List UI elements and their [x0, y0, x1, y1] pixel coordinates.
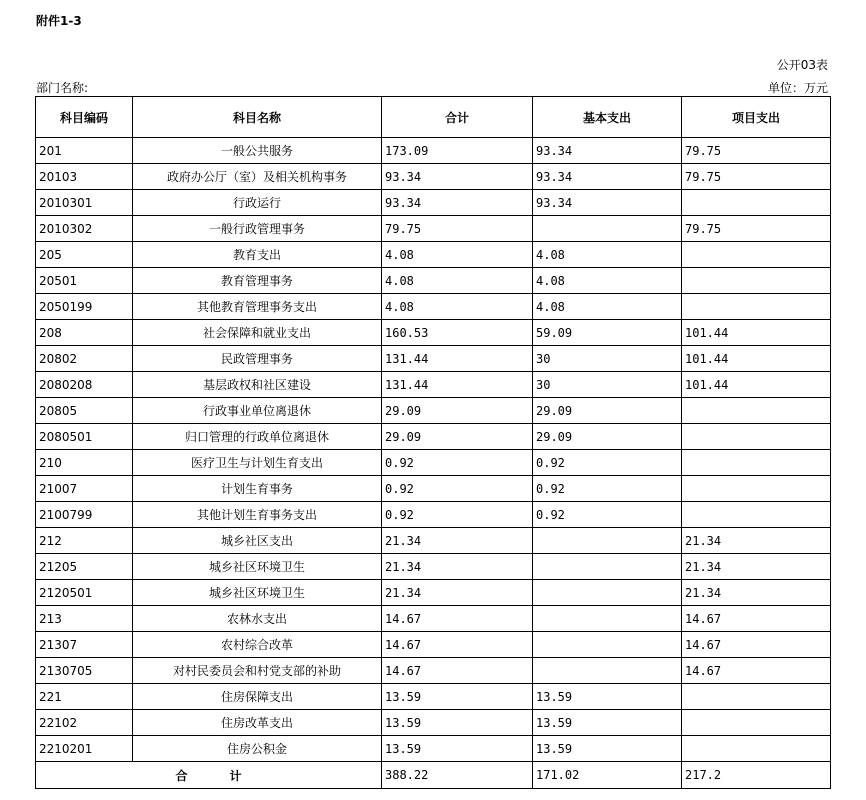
- cell-basic: [533, 632, 682, 658]
- cell-project: 21.34: [682, 554, 831, 580]
- cell-total: 14.67: [382, 658, 533, 684]
- cell-name: 对村民委员会和村党支部的补助: [133, 658, 382, 684]
- cell-code: 212: [36, 528, 133, 554]
- cell-basic: 4.08: [533, 268, 682, 294]
- cell-name: 社会保障和就业支出: [133, 320, 382, 346]
- cell-name: 行政事业单位离退休: [133, 398, 382, 424]
- unit-label: 单位：万元: [767, 81, 828, 95]
- cell-basic: 4.08: [533, 294, 682, 320]
- cell-project: [682, 476, 831, 502]
- cell-project: [682, 684, 831, 710]
- cell-basic: [533, 658, 682, 684]
- cell-basic: [533, 528, 682, 554]
- cell-code: 2050199: [36, 294, 133, 320]
- cell-total: 0.92: [382, 502, 533, 528]
- table-row: [36, 736, 831, 762]
- cell-project: 79.75: [682, 164, 831, 190]
- table-row: [36, 320, 831, 346]
- cell-code: 201: [36, 138, 133, 164]
- cell-total: 14.67: [382, 632, 533, 658]
- table-row: [36, 268, 831, 294]
- cell-name: 城乡社区支出: [133, 528, 382, 554]
- cell-basic: 13.59: [533, 736, 682, 762]
- cell-project: 79.75: [682, 138, 831, 164]
- cell-total: 21.34: [382, 554, 533, 580]
- cell-code: 20802: [36, 346, 133, 372]
- cell-code: 210: [36, 450, 133, 476]
- cell-basic: 29.09: [533, 424, 682, 450]
- cell-total: 21.34: [382, 528, 533, 554]
- cell-total: 93.34: [382, 164, 533, 190]
- table-row: [36, 294, 831, 320]
- cell-name: 行政运行: [133, 190, 382, 216]
- cell-total: 14.67: [382, 606, 533, 632]
- cell-basic: 0.92: [533, 450, 682, 476]
- cell-project: 101.44: [682, 346, 831, 372]
- cell-basic: 0.92: [533, 502, 682, 528]
- cell-project: [682, 242, 831, 268]
- attachment-label: 附件1-3: [36, 14, 82, 28]
- cell-project: 21.34: [682, 528, 831, 554]
- table-row: [36, 372, 831, 398]
- table-row: [36, 346, 831, 372]
- cell-project: [682, 294, 831, 320]
- cell-code: 21007: [36, 476, 133, 502]
- column-header-total: 合计: [382, 97, 533, 138]
- cell-name: 归口管理的行政单位离退休: [133, 424, 382, 450]
- cell-code: 2080208: [36, 372, 133, 398]
- cell-basic: 0.92: [533, 476, 682, 502]
- cell-name: 教育管理事务: [133, 268, 382, 294]
- cell-name: 住房公积金: [133, 736, 382, 762]
- table-row: [36, 190, 831, 216]
- cell-total: 4.08: [382, 294, 533, 320]
- cell-code: 2080501: [36, 424, 133, 450]
- cell-name: 计划生育事务: [133, 476, 382, 502]
- cell-code: 2130705: [36, 658, 133, 684]
- table-row: [36, 138, 831, 164]
- cell-code: 2010302: [36, 216, 133, 242]
- cell-basic: 13.59: [533, 684, 682, 710]
- table-row: [36, 398, 831, 424]
- table-row: [36, 216, 831, 242]
- cell-name: 一般公共服务: [133, 138, 382, 164]
- cell-name: 教育支出: [133, 242, 382, 268]
- cell-project: 101.44: [682, 320, 831, 346]
- cell-code: 221: [36, 684, 133, 710]
- cell-code: 21205: [36, 554, 133, 580]
- column-header-project: 项目支出: [682, 97, 831, 138]
- cell-code: 2120501: [36, 580, 133, 606]
- department-label: 部门名称:: [36, 81, 89, 95]
- total-row: [36, 762, 831, 789]
- table-row: [36, 424, 831, 450]
- cell-project: [682, 502, 831, 528]
- table-body: [36, 138, 831, 762]
- cell-total: 13.59: [382, 736, 533, 762]
- cell-project: [682, 736, 831, 762]
- cell-code: 20805: [36, 398, 133, 424]
- cell-total: 79.75: [382, 216, 533, 242]
- cell-total: 21.34: [382, 580, 533, 606]
- cell-name: 基层政权和社区建设: [133, 372, 382, 398]
- cell-basic: 30: [533, 372, 682, 398]
- cell-project: 14.67: [682, 606, 831, 632]
- cell-total: 93.34: [382, 190, 533, 216]
- cell-project: 79.75: [682, 216, 831, 242]
- table-row: [36, 554, 831, 580]
- cell-basic: [533, 580, 682, 606]
- cell-project: 14.67: [682, 658, 831, 684]
- cell-total: 0.92: [382, 450, 533, 476]
- cell-basic: 30: [533, 346, 682, 372]
- table-row: [36, 502, 831, 528]
- cell-total: 29.09: [382, 424, 533, 450]
- cell-code: 20501: [36, 268, 133, 294]
- cell-name: 住房改革支出: [133, 710, 382, 736]
- cell-total: 0.92: [382, 476, 533, 502]
- total-label-right: 计: [229, 768, 242, 783]
- cell-project: 101.44: [682, 372, 831, 398]
- cell-project: [682, 424, 831, 450]
- column-header-basic: 基本支出: [533, 97, 682, 138]
- cell-basic: 4.08: [533, 242, 682, 268]
- cell-name: 农林水支出: [133, 606, 382, 632]
- cell-name: 一般行政管理事务: [133, 216, 382, 242]
- cell-total: 131.44: [382, 346, 533, 372]
- cell-basic: 13.59: [533, 710, 682, 736]
- cell-name: 城乡社区环境卫生: [133, 580, 382, 606]
- cell-name: 城乡社区环境卫生: [133, 554, 382, 580]
- cell-code: 20103: [36, 164, 133, 190]
- cell-basic: 93.34: [533, 138, 682, 164]
- table-row: [36, 632, 831, 658]
- cell-code: 2100799: [36, 502, 133, 528]
- table-row: [36, 606, 831, 632]
- total-label: [36, 762, 382, 789]
- cell-total: 173.09: [382, 138, 533, 164]
- cell-project: 21.34: [682, 580, 831, 606]
- cell-total: 131.44: [382, 372, 533, 398]
- cell-basic: 93.34: [533, 190, 682, 216]
- table-row: [36, 580, 831, 606]
- cell-project: [682, 450, 831, 476]
- cell-total: 13.59: [382, 684, 533, 710]
- cell-name: 其他计划生育事务支出: [133, 502, 382, 528]
- table-row: [36, 242, 831, 268]
- cell-code: 213: [36, 606, 133, 632]
- cell-total: 29.09: [382, 398, 533, 424]
- cell-code: 21307: [36, 632, 133, 658]
- column-header-name: 科目名称: [133, 97, 382, 138]
- table-row: [36, 164, 831, 190]
- cell-basic: [533, 216, 682, 242]
- table-row: [36, 684, 831, 710]
- cell-name: 其他教育管理事务支出: [133, 294, 382, 320]
- cell-code: 208: [36, 320, 133, 346]
- cell-project: [682, 398, 831, 424]
- total-basic: 171.02: [533, 762, 682, 789]
- cell-name: 农村综合改革: [133, 632, 382, 658]
- cell-code: 22102: [36, 710, 133, 736]
- form-number: 公开03表: [776, 58, 828, 72]
- cell-name: 医疗卫生与计划生育支出: [133, 450, 382, 476]
- cell-basic: 29.09: [533, 398, 682, 424]
- cell-basic: 93.34: [533, 164, 682, 190]
- cell-project: [682, 190, 831, 216]
- cell-name: 住房保障支出: [133, 684, 382, 710]
- cell-code: 2210201: [36, 736, 133, 762]
- cell-total: 4.08: [382, 242, 533, 268]
- table-row: [36, 528, 831, 554]
- table-row: [36, 658, 831, 684]
- cell-code: 205: [36, 242, 133, 268]
- table-row: [36, 450, 831, 476]
- budget-table: [35, 96, 831, 789]
- cell-project: [682, 268, 831, 294]
- table-row: [36, 476, 831, 502]
- table-header-row: [36, 97, 831, 138]
- cell-total: 4.08: [382, 268, 533, 294]
- cell-basic: [533, 606, 682, 632]
- total-label-left: 合: [175, 768, 188, 783]
- cell-project: 14.67: [682, 632, 831, 658]
- column-header-code: 科目编码: [36, 97, 133, 138]
- cell-code: 2010301: [36, 190, 133, 216]
- table-row: [36, 710, 831, 736]
- total-project: 217.2: [682, 762, 831, 789]
- cell-name: 民政管理事务: [133, 346, 382, 372]
- total-sum: 388.22: [382, 762, 533, 789]
- cell-basic: 59.09: [533, 320, 682, 346]
- cell-total: 13.59: [382, 710, 533, 736]
- cell-project: [682, 710, 831, 736]
- cell-total: 160.53: [382, 320, 533, 346]
- cell-name: 政府办公厅（室）及相关机构事务: [133, 164, 382, 190]
- cell-basic: [533, 554, 682, 580]
